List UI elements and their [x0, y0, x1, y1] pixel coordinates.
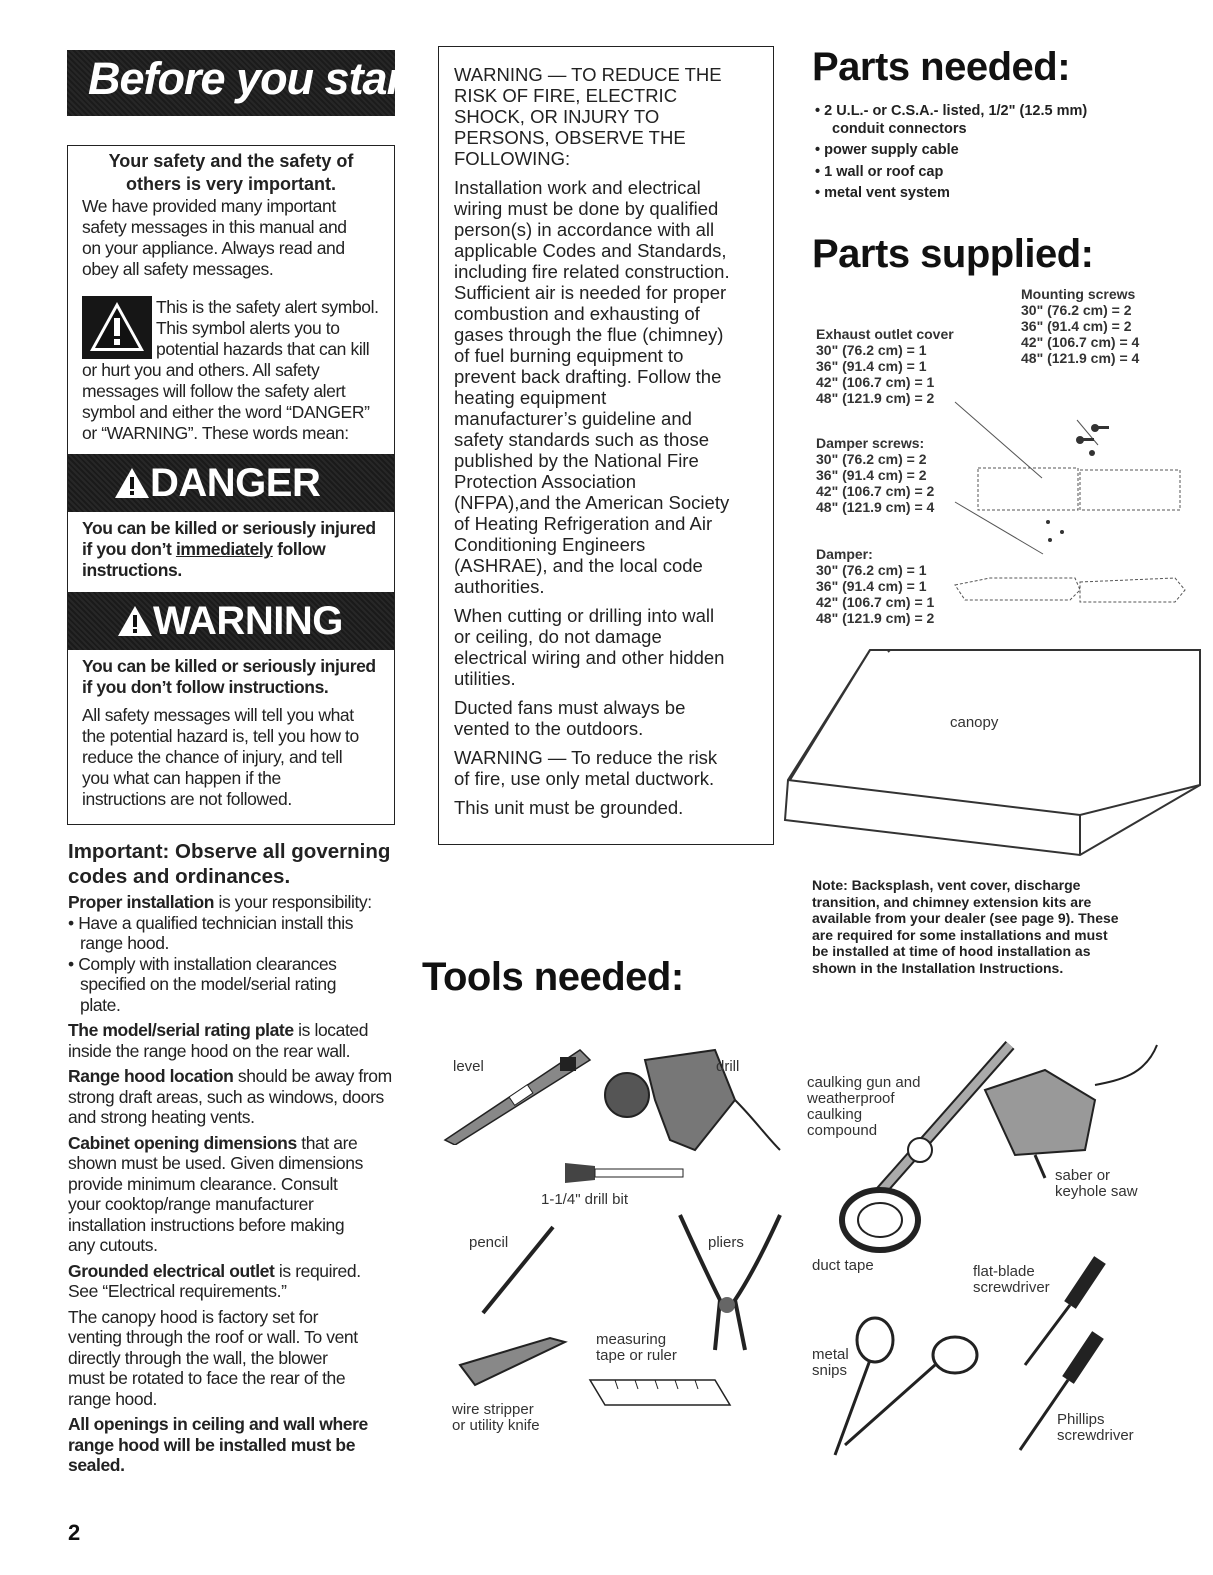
flat-blade-label: flat-blade screwdriver [973, 1263, 1050, 1296]
drill-icon [585, 1040, 785, 1160]
note-text: Note: Backsplash, vent cover, discharge transition, and chimney extension kits are available from your dealer (see page 9). These are required for some installations and must be installed at time of hood installation as shown in the Installation Instructions. [812, 877, 1119, 976]
parts-illustration [780, 360, 1210, 870]
parts-needed-heading: Parts needed: [812, 45, 1071, 89]
measuring-label: measuring tape or ruler [596, 1331, 677, 1364]
wire-stripper-label: wire stripper or utility knife [452, 1401, 540, 1434]
warning-column-text: WARNING — TO REDUCE THE RISK OF FIRE, ELECTRIC SHOCK, OR INJURY TO PERSONS, OBSERVE THE FOLLOWING: Installation work and electrical wiring must be done by qualified person(s) in accordance with all applicable Codes and Standards, including fire related construction. Sufficient air is needed for proper combustion and exhausting of gases through the flue (chimney) of fuel burning equipment to prevent back drafting. Follow the heating equipment manufacturer’s guideline and safety standards such as those published by the National Fire Protection Association (NFPA),and the American Society of Heating Refrigeration and Air Conditioning Engineers (ASHRAE), and the local code authorities. When cutting or drilling into wall or ceiling, do not damage electrical wiring and other hidden utilities. Ducted fans must always be vented to the outdoors. WARNING — To reduce the risk of fire, use only metal ductwork. This unit must be grounded. [454, 64, 730, 818]
safety-alert-symbol-icon [82, 296, 152, 359]
danger-alert-icon [113, 466, 151, 500]
danger-label: DANGER [150, 461, 321, 505]
damper-screws-list: Damper screws: 30" (76.2 cm) = 2 36" (91.4 cm) = 2 42" (106.7 cm) = 2 48" (121.9 cm) = 4 [816, 435, 935, 515]
mounting-screws-list: Mounting screws 30" (76.2 cm) = 2 36" (91.4 cm) = 2 42" (106.7 cm) = 4 48" (121.9 cm) = 4 [1021, 286, 1140, 366]
important-body: Proper installation is your responsibility: • Have a qualified technician install this range hood. • Comply with installation clearances specified on the model/serial rating plate. The model/serial rating plate is located inside the range hood on the rear wall. Range hood location should be away from strong draft areas, such as windows, doors and strong heating vents. Cabinet opening dimensions that are shown must be used. Given dimensions provide minimum clearance. Consult your cooktop/range manufacturer installation instructions before making any cutouts. Grounded electrical outlet is required. See “Electrical requirements.” The canopy hood is factory set for venting through the roof or wall. To vent directly through the wall, the blower must be rotated to face the rear of the range hood. All openings in ceiling and wall where range hood will be installed must be sealed. [68, 892, 392, 1475]
canopy-label: canopy [950, 714, 999, 731]
danger-text: You can be killed or seriously injured if you don’t immediately follow instructions. [82, 518, 376, 580]
exhaust-cover-list: Exhaust outlet cover 30" (76.2 cm) = 1 36" (91.4 cm) = 1 42" (106.7 cm) = 1 48" (121.9 cm) = 2 [816, 326, 954, 406]
safety-heading: Your safety and the safety of others is very important. [108, 151, 354, 194]
warning-body: All safety messages will tell you what the potential hazard is, tell you how to reduce the chance of injury, and tell you what can happen if the instructions are not followed. [82, 705, 359, 809]
damper-list: Damper: 30" (76.2 cm) = 1 36" (91.4 cm) = 1 42" (106.7 cm) = 1 48" (121.9 cm) = 2 [816, 546, 935, 626]
saber-saw-label: saber or keyhole saw [1055, 1167, 1138, 1200]
warning-label: WARNING [153, 599, 343, 643]
warning-text: You can be killed or seriously injured if you don’t follow instructions. [82, 656, 376, 697]
caulking-label: caulking gun and weatherproof caulking compound [807, 1074, 921, 1139]
metal-snips-icon [815, 1315, 995, 1465]
symbol-description: This is the safety alert symbol. This symbol alerts you to potential hazards that can kill [156, 297, 379, 359]
metal-snips-label: metal snips [812, 1346, 849, 1379]
warning-banner [68, 592, 394, 650]
drill-bit-label: 1-1/4" drill bit [541, 1191, 629, 1208]
important-heading: Important: Observe all governing codes and ordinances. [68, 840, 391, 888]
saber-saw-icon [975, 1040, 1160, 1180]
drill-label: drill [716, 1058, 740, 1075]
parts-needed-list: • 2 U.L.- or C.S.A.- listed, 1/2" (12.5 mm) conduit connectors • power supply cable • 1 wall or roof cap • metal vent system [815, 103, 1088, 201]
pliers-icon [675, 1210, 785, 1360]
phillips-label: Phillips screwdriver [1057, 1411, 1134, 1444]
symbol-description-cont: or hurt you and others. All safety messages will follow the safety alert symbol and either the word “DANGER” or “WARNING”. These words mean: [82, 360, 370, 443]
warning-alert-icon [116, 604, 154, 638]
pencil-label: pencil [469, 1234, 509, 1251]
pliers-label: pliers [708, 1234, 744, 1251]
parts-supplied-heading: Parts supplied: [812, 232, 1094, 276]
tools-heading: Tools needed: [422, 955, 684, 999]
page-number: 2 [68, 1520, 81, 1545]
danger-banner [68, 454, 394, 512]
drill-bit-icon [560, 1158, 690, 1188]
ruler-icon [585, 1375, 735, 1410]
level-label: level [453, 1058, 484, 1075]
duct-tape-icon [835, 1180, 935, 1260]
wire-stripper-icon [455, 1330, 575, 1390]
duct-tape-label: duct tape [812, 1257, 874, 1274]
safety-intro: We have provided many important safety messages in this manual and on your appliance. Always read and obey all safety messages. [82, 196, 347, 279]
banner-title: Before you start... [88, 53, 452, 104]
